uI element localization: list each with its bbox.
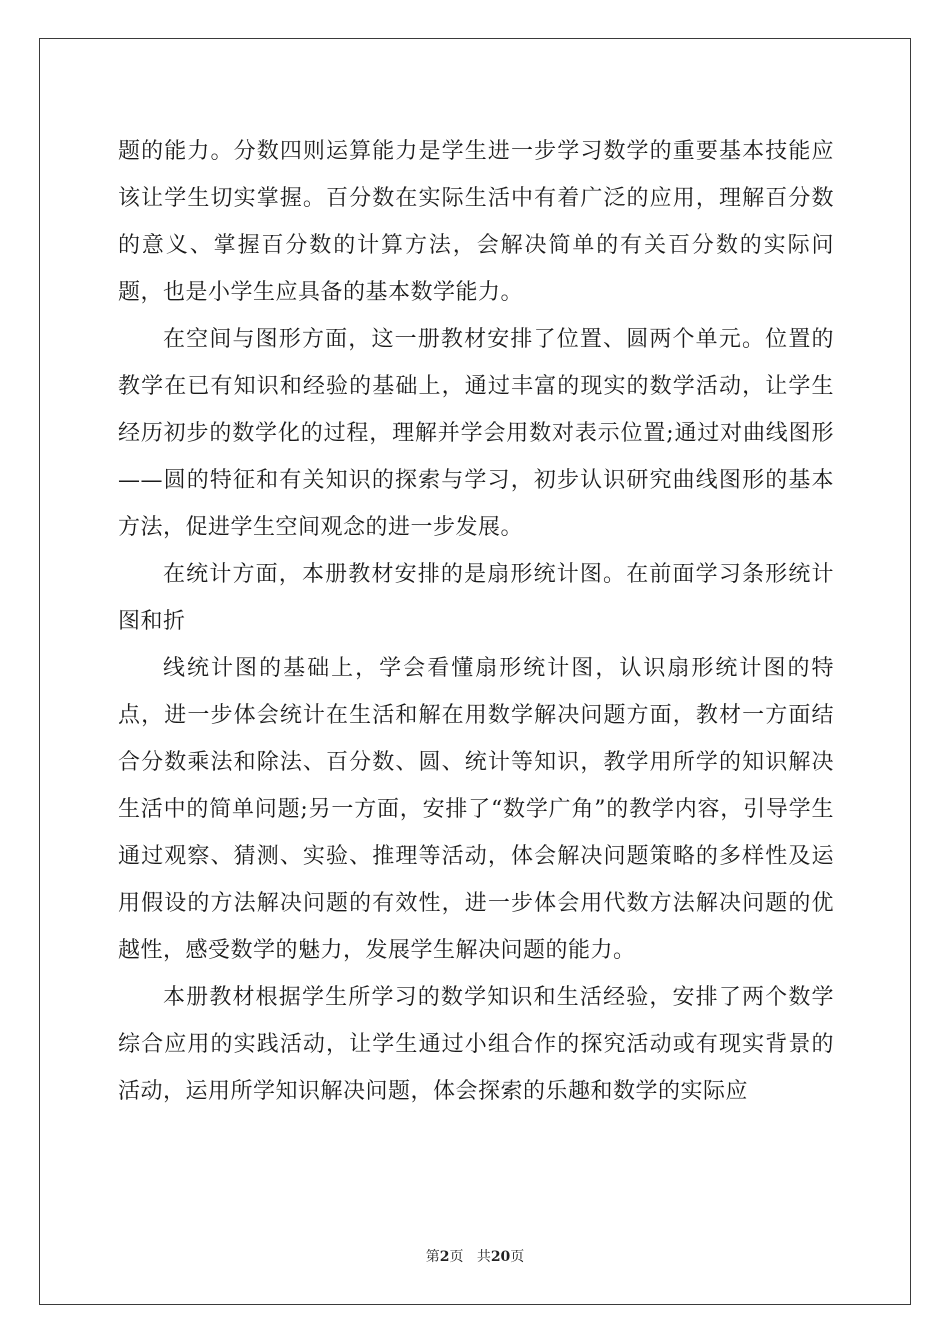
paragraph: 题的能力。分数四则运算能力是学生进一步学习数学的重要基本技能应该让学生切实掌握。百分数在实际生活中有着广泛的应用，理解百分数的意义、掌握百分数的计算方法，会解决简单的有关百分数的实际问题，也是小学生应具备的基本数学能力。 (118, 139, 834, 305)
paragraph: 线统计图的基础上，学会看懂扇形统计图，认识扇形统计图的特点，进一步体会统计在生活和解在用数学解决问题方面，教材一方面结合分数乘法和除法、百分数、圆、统计等知识，教学用所学的知识解决生活中的简单问题;另一方面，安排了“数学广角”的教学内容，引导学生通过观察、猜测、实验、推理等活动，体会解决问题策略的多样性及运用假设的方法解决问题的有效性，进一步体会用代数方法解决问题的优越性，感受数学的魅力，发展学生解决问题的能力。 (118, 656, 834, 963)
page-number: 2 (439, 1249, 450, 1265)
document-body (118, 128, 834, 1115)
total-pages: 20 (490, 1249, 511, 1265)
total-prefix: 共 (476, 1249, 491, 1265)
page-prefix: 第 (425, 1249, 440, 1265)
paragraph: 本册教材根据学生所学习的数学知识和生活经验，安排了两个数学综合应用的实践活动，让学生通过小组合作的探究活动或有现实背景的活动，运用所学知识解决问题，体会探索的乐趣和数学的实际应 (118, 985, 834, 1104)
page-suffix: 页 (449, 1249, 464, 1265)
paragraph: 在空间与图形方面，这一册教材安排了位置、圆两个单元。位置的教学在已有知识和经验的基础上，通过丰富的现实的数学活动，让学生经历初步的数学化的过程，理解并学会用数对表示位置;通过对曲线图形——圆的特征和有关知识的探索与学习，初步认识研究曲线图形的基本方法，促进学生空间观念的进一步发展。 (118, 327, 834, 540)
page-footer (0, 1246, 950, 1266)
total-suffix: 页 (510, 1249, 525, 1265)
paragraph: 在统计方面，本册教材安排的是扇形统计图。在前面学习条形统计图和折 (118, 562, 834, 634)
